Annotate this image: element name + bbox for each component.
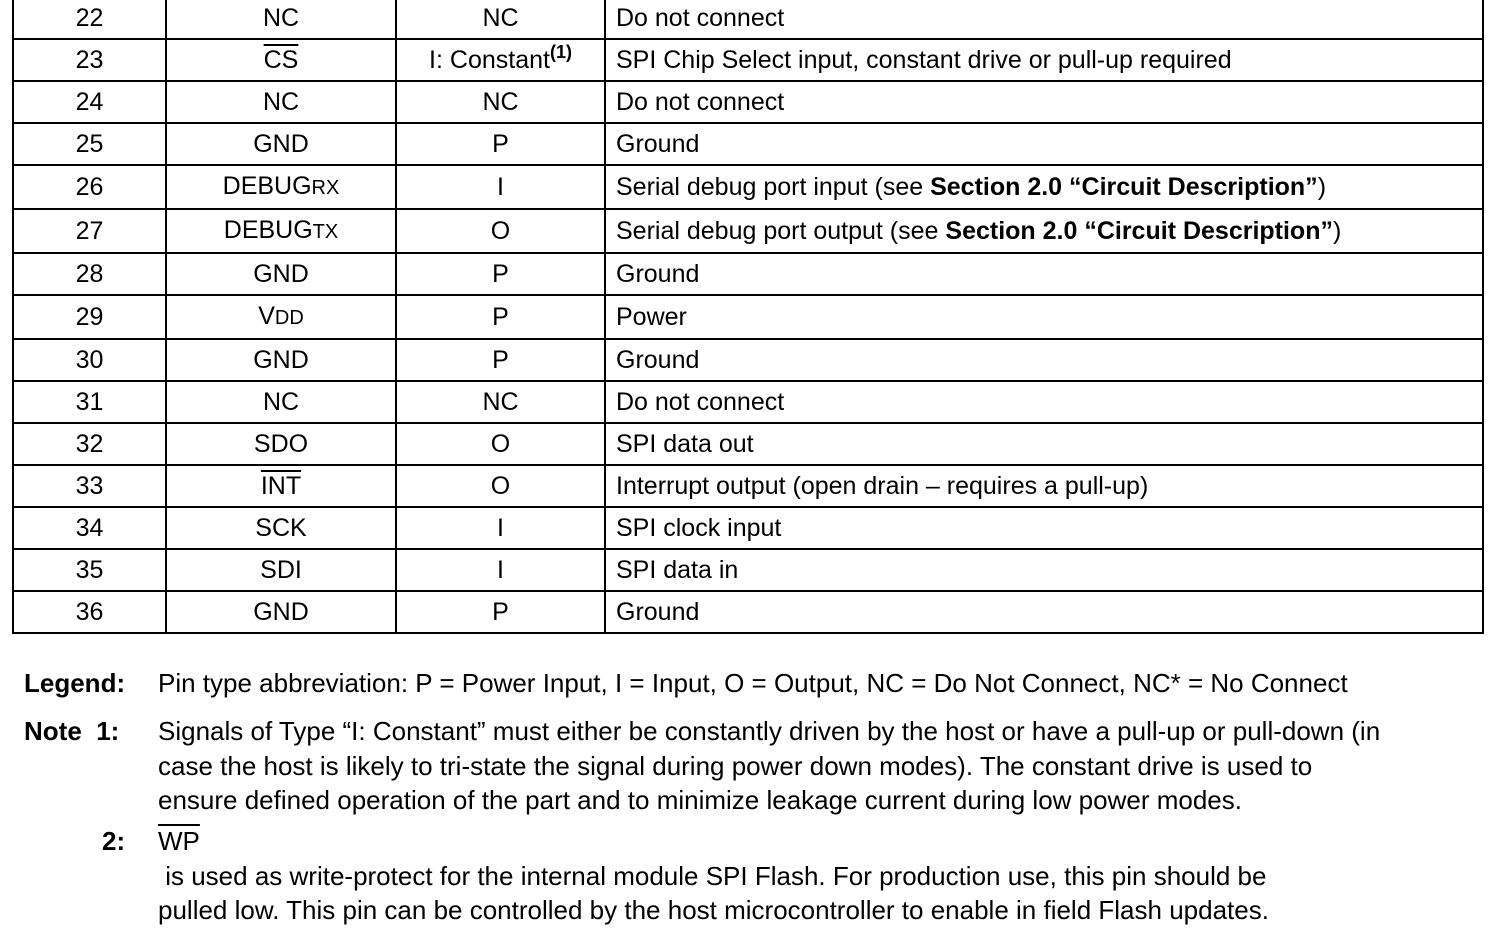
pin-description: SPI data in [605, 549, 1483, 591]
pin-number: 31 [13, 381, 166, 423]
note-1-text [158, 714, 1478, 818]
pin-number: 28 [13, 253, 166, 295]
pin-type: O [396, 423, 605, 465]
pin-description: Ground [605, 123, 1483, 165]
table-row [13, 253, 1483, 295]
active-low-signal: $\overline{INT}$ [260, 472, 302, 500]
pin-description: Ground [605, 591, 1483, 633]
table-row [13, 209, 1483, 253]
pin-number: 35 [13, 549, 166, 591]
pin-name: NC [166, 81, 396, 123]
pin-description: Do not connect [605, 381, 1483, 423]
note-reference: (1) [549, 42, 572, 62]
pin-type: I [396, 165, 605, 209]
pin-type [396, 39, 605, 81]
active-low-signal: $\overline{WP}$ [158, 826, 200, 856]
note-line [158, 824, 1478, 893]
pin-type: P [396, 253, 605, 295]
pin-description: Do not connect [605, 0, 1483, 39]
pin-description: Ground [605, 253, 1483, 295]
pin-description: Interrupt output (open drain – requires a pull-up) [605, 465, 1483, 507]
note-line: case the host is likely to tri-state the signal during power down modes). The constant drive is used to [158, 750, 1313, 781]
pin-name: SDI [166, 549, 396, 591]
pin-type: P [396, 339, 605, 381]
pin-description-table [12, 0, 1484, 634]
table-row [13, 165, 1483, 209]
pin-name-subscript: DD [274, 307, 304, 329]
pin-number: 26 [13, 165, 166, 209]
pin-description: Do not connect [605, 81, 1483, 123]
pin-name [166, 209, 396, 253]
pin-name: NC [166, 381, 396, 423]
active-low-signal: $\overline{CS}$ [263, 46, 299, 74]
pin-number: 25 [13, 123, 166, 165]
legend-text: Pin type abbreviation: P = Power Input, I = Input, O = Output, NC = Do Not Connect, NC* = No Connect [158, 668, 1348, 698]
pin-type: NC [396, 381, 605, 423]
pin-name: NC [166, 0, 396, 39]
pin-name: GND [166, 123, 396, 165]
pin-name: SCK [166, 507, 396, 549]
table-row [13, 0, 1483, 39]
description-text-end: ) [1332, 217, 1342, 245]
pin-type: O [396, 209, 605, 253]
pin-name [166, 295, 396, 339]
section-reference: Section 2.0 “Circuit Description” [930, 173, 1318, 201]
description-text: Serial debug port output (see [616, 217, 946, 245]
legend [24, 666, 1348, 701]
note-line: pulled low. This pin can be controlled by the host microcontroller to enable in field Flash updates. [158, 895, 1269, 925]
pin-description: SPI clock input [605, 507, 1483, 549]
pin-number: 29 [13, 295, 166, 339]
pin-description: Power [605, 295, 1483, 339]
pin-number: 27 [13, 209, 166, 253]
pin-type: P [396, 295, 605, 339]
pin-name-main: DEBUG [222, 172, 312, 200]
pin-description: SPI data out [605, 423, 1483, 465]
note-line: ensure defined operation of the part and to minimize leakage current during low power modes. [158, 785, 1242, 815]
pin-name-subscript: TX [312, 221, 339, 243]
pin-number: 32 [13, 423, 166, 465]
pin-description [605, 209, 1483, 253]
legend-label: Legend: [24, 668, 126, 698]
note-line-text: is used as write-protect for the internal module SPI Flash. For production use, this pin should be [158, 860, 1267, 891]
table-row [13, 465, 1483, 507]
pin-name [166, 39, 396, 81]
table-row [13, 423, 1483, 465]
note-2-text [158, 824, 1478, 928]
note-2-label: 2: [102, 826, 126, 856]
pin-number: 22 [13, 0, 166, 39]
pin-name [166, 465, 396, 507]
pin-type: O [396, 465, 605, 507]
note-line: Signals of Type “I: Constant” must either be constantly driven by the host or have a pull-up or pull-down (in [158, 716, 1381, 746]
pin-description: SPI Chip Select input, constant drive or pull-up required [605, 39, 1483, 81]
pin-type: I [396, 507, 605, 549]
table-row [13, 123, 1483, 165]
pin-name: GND [166, 339, 396, 381]
table-row [13, 295, 1483, 339]
table-row [13, 507, 1483, 549]
note-1-label: Note 1: [24, 716, 120, 746]
pin-type: NC [396, 81, 605, 123]
pin-number: 24 [13, 81, 166, 123]
pin-name: SDO [166, 423, 396, 465]
table-row [13, 339, 1483, 381]
pin-number: 33 [13, 465, 166, 507]
table-row [13, 39, 1483, 81]
pin-number: 23 [13, 39, 166, 81]
pin-number: 36 [13, 591, 166, 633]
description-text: Serial debug port input (see [616, 173, 931, 201]
pin-name-main: DEBUG [223, 216, 313, 244]
pin-name-main: V [258, 302, 275, 330]
pin-name [166, 165, 396, 209]
pin-type: I [396, 549, 605, 591]
pin-type-text: I: Constant [429, 46, 550, 74]
pin-description: Ground [605, 339, 1483, 381]
pin-number: 34 [13, 507, 166, 549]
pin-number: 30 [13, 339, 166, 381]
section-reference: Section 2.0 “Circuit Description” [945, 217, 1333, 245]
table-row [13, 81, 1483, 123]
pin-type: NC [396, 0, 605, 39]
description-text-end: ) [1317, 173, 1327, 201]
pin-description [605, 165, 1483, 209]
pin-type: P [396, 123, 605, 165]
pin-type: P [396, 591, 605, 633]
table-row [13, 381, 1483, 423]
pin-name: GND [166, 253, 396, 295]
pin-name: GND [166, 591, 396, 633]
table-row [13, 591, 1483, 633]
table-row [13, 549, 1483, 591]
pin-name-subscript: RX [311, 177, 340, 199]
